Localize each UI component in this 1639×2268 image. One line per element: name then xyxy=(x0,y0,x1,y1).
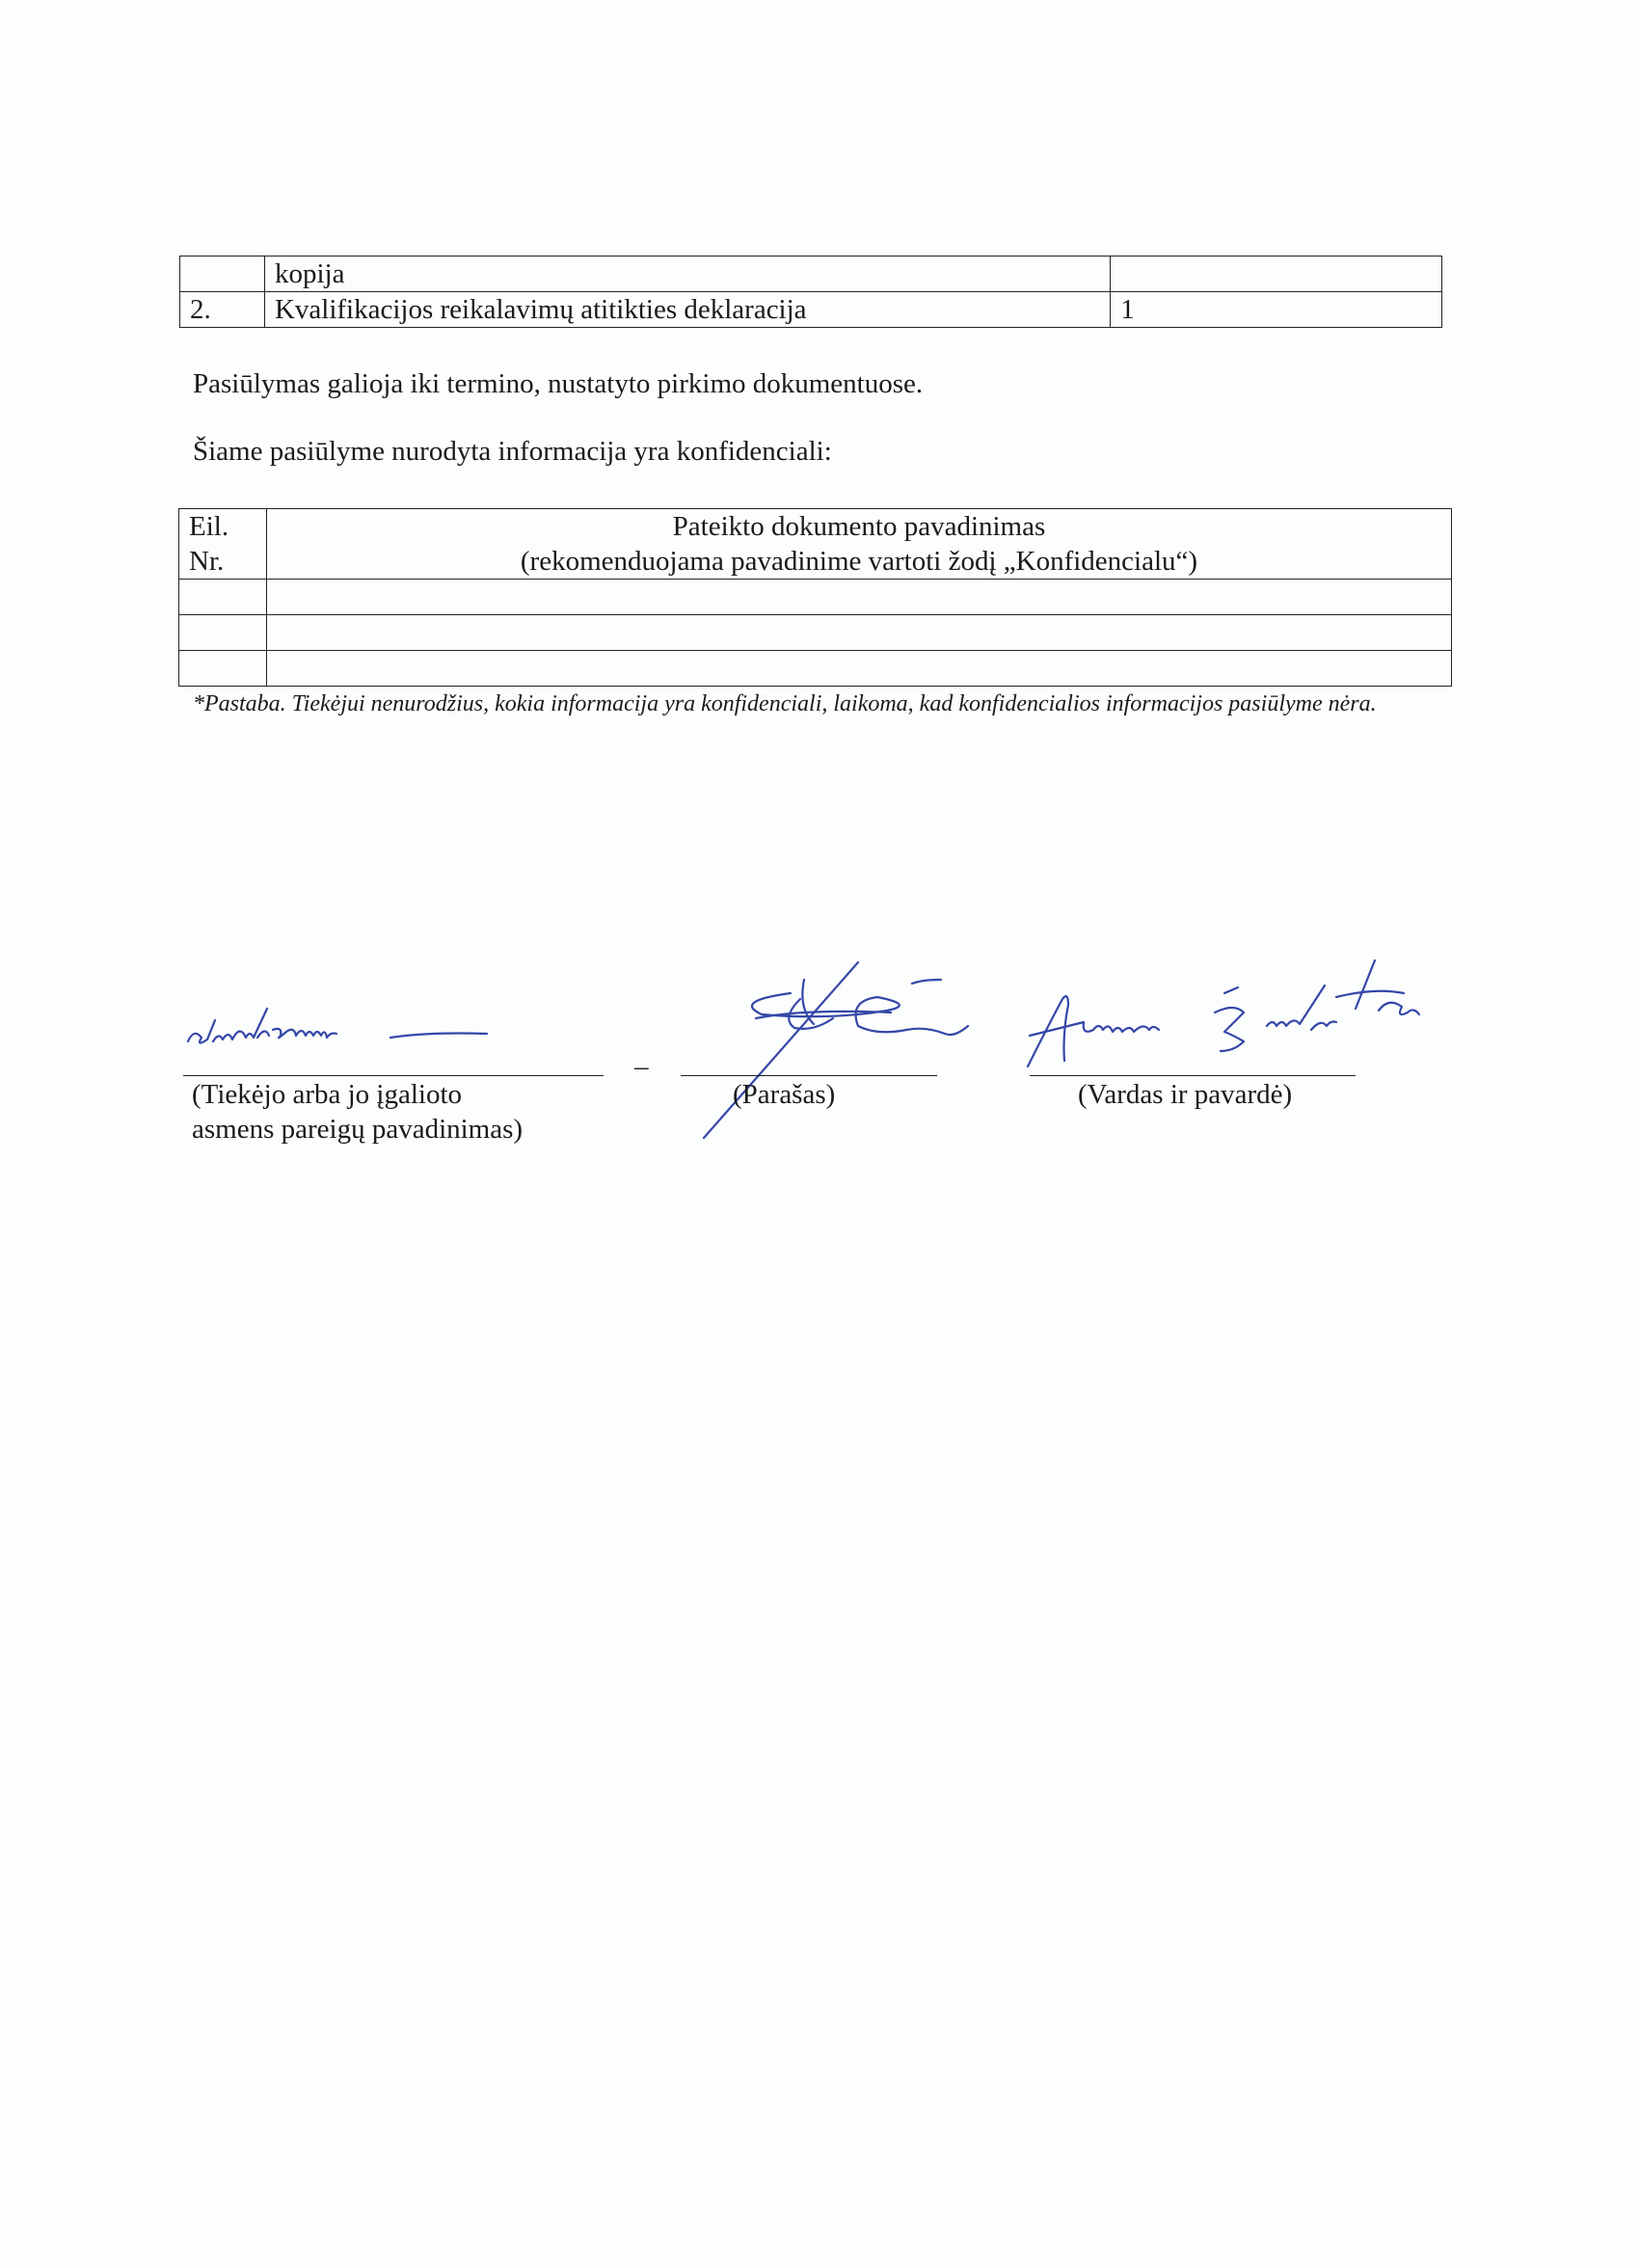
header-number-line1: Eil. xyxy=(189,511,229,542)
header-title-line1: Pateikto dokumento pavadinimas xyxy=(672,511,1046,542)
header-title-line2: (rekomenduojama pavadinime vartoti žodį „Konfidencialu“) xyxy=(520,546,1198,577)
handwritten-position-image xyxy=(178,993,497,1061)
position-label-line2: asmens pareigų pavadinimas) xyxy=(192,1114,524,1145)
table-row xyxy=(180,292,1442,328)
name-label: (Vardas ir pavardė) xyxy=(1078,1079,1293,1110)
row-number-cell xyxy=(180,256,265,292)
row-count-cell: 1 xyxy=(1111,292,1442,328)
table-row xyxy=(179,651,1452,687)
empty-cell xyxy=(179,651,267,687)
handwritten-name-image xyxy=(1022,984,1446,1070)
row-number-cell: 2. xyxy=(180,292,265,328)
position-signature-line xyxy=(183,1075,604,1076)
signature-label: (Parašas) xyxy=(733,1079,836,1110)
position-label-line1: (Tiekėjo arba jo įgalioto xyxy=(192,1079,463,1110)
name-signature-line xyxy=(1030,1075,1356,1076)
separator-dash: – xyxy=(634,1051,649,1082)
document-list-table xyxy=(179,256,1442,328)
confidential-intro-paragraph: Šiame pasiūlyme nurodyta informacija yra konfidenciali: xyxy=(193,436,832,467)
table-header-row xyxy=(179,509,1452,580)
empty-cell xyxy=(266,580,1451,615)
signature-line xyxy=(681,1075,937,1076)
signature-image xyxy=(675,955,1003,1148)
header-number-cell xyxy=(179,509,267,580)
empty-cell xyxy=(179,615,267,651)
empty-cell xyxy=(266,615,1451,651)
table-row xyxy=(179,580,1452,615)
row-count-cell xyxy=(1111,256,1442,292)
note-text: *Pastaba. Tiekėjui nenurodžius, kokia informacija yra konfidenciali, laikoma, kad konfidencialios informacijos pasiūlyme nėra. xyxy=(193,691,1377,716)
confidential-documents-table xyxy=(178,508,1452,687)
row-text-cell: Kvalifikacijos reikalavimų atitikties deklaracija xyxy=(264,292,1110,328)
validity-paragraph: Pasiūlymas galioja iki termino, nustatyto pirkimo dokumentuose. xyxy=(193,368,924,399)
header-number-line2: Nr. xyxy=(189,546,225,577)
header-title-cell xyxy=(266,509,1451,580)
empty-cell xyxy=(179,580,267,615)
row-text-cell: kopija xyxy=(264,256,1110,292)
table-row xyxy=(179,615,1452,651)
table-row xyxy=(180,256,1442,292)
empty-cell xyxy=(266,651,1451,687)
